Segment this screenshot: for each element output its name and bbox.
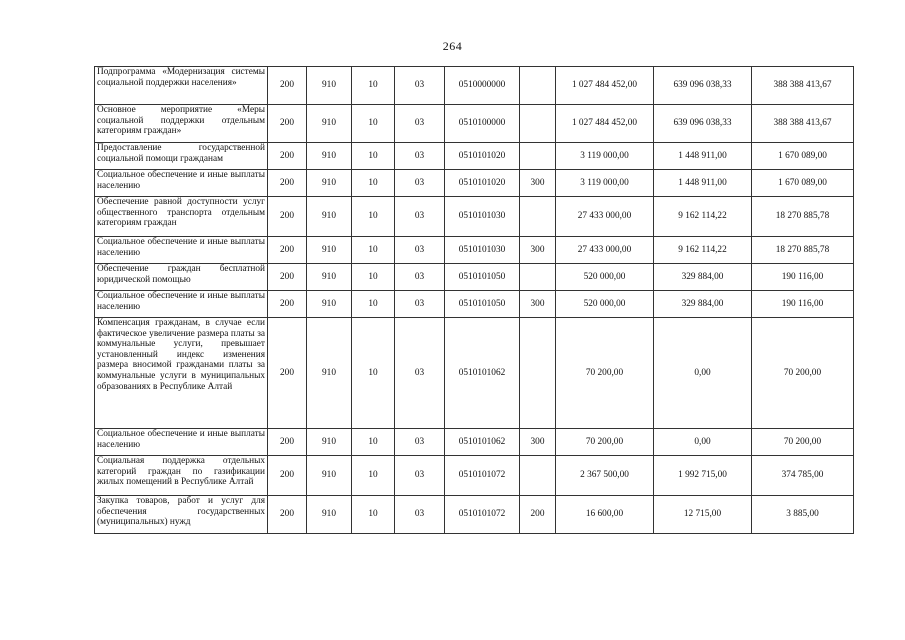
section-cell: 10 [352, 318, 395, 429]
target-code-cell: 0510101020 [445, 170, 520, 197]
target-code-cell: 0510101020 [445, 143, 520, 170]
ministry-code-cell: 910 [307, 429, 352, 456]
table-row [95, 318, 854, 429]
table-row [95, 143, 854, 170]
admin-code-cell: 200 [268, 170, 307, 197]
expense-type-cell: 300 [520, 291, 556, 318]
amount-executed-cell: 9 162 114,22 [654, 197, 752, 237]
row-name-cell: Закупка товаров, работ и услуг для обеспечения государственных (муниципальных) нужд [95, 496, 268, 534]
row-name-cell: Подпрограмма «Модернизация системы социальной поддержки населения» [95, 67, 268, 105]
target-code-cell: 0510101050 [445, 264, 520, 291]
target-code-cell: 0510101050 [445, 291, 520, 318]
ministry-code-cell: 910 [307, 264, 352, 291]
ministry-code-cell: 910 [307, 496, 352, 534]
subsection-cell: 03 [395, 170, 445, 197]
row-name-cell: Социальное обеспечение и иные выплаты населению [95, 291, 268, 318]
expense-type-cell [520, 143, 556, 170]
expense-type-cell: 300 [520, 429, 556, 456]
ministry-code-cell: 910 [307, 143, 352, 170]
expense-type-cell: 200 [520, 496, 556, 534]
row-name-cell: Обеспечение граждан бесплатной юридической помощью [95, 264, 268, 291]
section-cell: 10 [352, 143, 395, 170]
subsection-cell: 03 [395, 197, 445, 237]
table-row [95, 264, 854, 291]
amount-planned-cell: 3 119 000,00 [556, 143, 654, 170]
admin-code-cell: 200 [268, 105, 307, 143]
table-row [95, 291, 854, 318]
section-cell: 10 [352, 429, 395, 456]
admin-code-cell: 200 [268, 264, 307, 291]
row-name-cell: Обеспечение равной доступности услуг общественного транспорта отдельным категориям граждан [95, 197, 268, 237]
table-row [95, 237, 854, 264]
table-row [95, 67, 854, 105]
admin-code-cell: 200 [268, 143, 307, 170]
target-code-cell: 0510101030 [445, 197, 520, 237]
section-cell: 10 [352, 105, 395, 143]
amount-planned-cell: 1 027 484 452,00 [556, 67, 654, 105]
ministry-code-cell: 910 [307, 318, 352, 429]
amount-executed-cell: 329 884,00 [654, 291, 752, 318]
section-cell: 10 [352, 170, 395, 197]
amount-planned-cell: 3 119 000,00 [556, 170, 654, 197]
target-code-cell: 0510000000 [445, 67, 520, 105]
amount-remaining-cell: 388 388 413,67 [752, 105, 854, 143]
table-row [95, 197, 854, 237]
ministry-code-cell: 910 [307, 67, 352, 105]
expense-type-cell [520, 67, 556, 105]
row-name-cell: Предоставление государственной социальной помощи гражданам [95, 143, 268, 170]
table-row [95, 429, 854, 456]
admin-code-cell: 200 [268, 291, 307, 318]
section-cell: 10 [352, 291, 395, 318]
admin-code-cell: 200 [268, 456, 307, 496]
ministry-code-cell: 910 [307, 456, 352, 496]
ministry-code-cell: 910 [307, 170, 352, 197]
admin-code-cell: 200 [268, 496, 307, 534]
amount-executed-cell: 0,00 [654, 318, 752, 429]
budget-table [94, 66, 854, 534]
amount-executed-cell: 329 884,00 [654, 264, 752, 291]
amount-planned-cell: 1 027 484 452,00 [556, 105, 654, 143]
subsection-cell: 03 [395, 496, 445, 534]
row-name-cell: Социальное обеспечение и иные выплаты населению [95, 237, 268, 264]
admin-code-cell: 200 [268, 67, 307, 105]
section-cell: 10 [352, 456, 395, 496]
admin-code-cell: 200 [268, 237, 307, 264]
amount-remaining-cell: 1 670 089,00 [752, 143, 854, 170]
amount-remaining-cell: 1 670 089,00 [752, 170, 854, 197]
amount-planned-cell: 70 200,00 [556, 429, 654, 456]
subsection-cell: 03 [395, 264, 445, 291]
target-code-cell: 0510101030 [445, 237, 520, 264]
expense-type-cell [520, 456, 556, 496]
row-name-cell: Социальное обеспечение и иные выплаты населению [95, 429, 268, 456]
amount-remaining-cell: 70 200,00 [752, 429, 854, 456]
section-cell: 10 [352, 264, 395, 291]
amount-planned-cell: 520 000,00 [556, 264, 654, 291]
expense-type-cell: 300 [520, 237, 556, 264]
page-number: 264 [442, 39, 463, 53]
subsection-cell: 03 [395, 429, 445, 456]
section-cell: 10 [352, 237, 395, 264]
amount-executed-cell: 9 162 114,22 [654, 237, 752, 264]
expense-type-cell [520, 264, 556, 291]
table-row [95, 496, 854, 534]
ministry-code-cell: 910 [307, 105, 352, 143]
amount-planned-cell: 16 600,00 [556, 496, 654, 534]
amount-remaining-cell: 70 200,00 [752, 318, 854, 429]
amount-planned-cell: 27 433 000,00 [556, 197, 654, 237]
subsection-cell: 03 [395, 291, 445, 318]
amount-planned-cell: 520 000,00 [556, 291, 654, 318]
amount-planned-cell: 70 200,00 [556, 318, 654, 429]
subsection-cell: 03 [395, 237, 445, 264]
amount-remaining-cell: 190 116,00 [752, 291, 854, 318]
ministry-code-cell: 910 [307, 197, 352, 237]
subsection-cell: 03 [395, 105, 445, 143]
amount-remaining-cell: 18 270 885,78 [752, 197, 854, 237]
amount-executed-cell: 12 715,00 [654, 496, 752, 534]
admin-code-cell: 200 [268, 318, 307, 429]
amount-planned-cell: 27 433 000,00 [556, 237, 654, 264]
table-row [95, 105, 854, 143]
ministry-code-cell: 910 [307, 237, 352, 264]
table-row [95, 456, 854, 496]
target-code-cell: 0510101072 [445, 496, 520, 534]
expense-type-cell [520, 318, 556, 429]
amount-remaining-cell: 190 116,00 [752, 264, 854, 291]
budget-table-body [95, 67, 854, 534]
amount-executed-cell: 639 096 038,33 [654, 105, 752, 143]
amount-remaining-cell: 388 388 413,67 [752, 67, 854, 105]
amount-executed-cell: 639 096 038,33 [654, 67, 752, 105]
amount-executed-cell: 1 992 715,00 [654, 456, 752, 496]
amount-remaining-cell: 3 885,00 [752, 496, 854, 534]
ministry-code-cell: 910 [307, 291, 352, 318]
target-code-cell: 0510101062 [445, 318, 520, 429]
admin-code-cell: 200 [268, 197, 307, 237]
row-name-cell: Компенсация гражданам, в случае если фактическое увеличение размера платы за коммунальные услуги, превышает установленный индекс изменения размера вносимой гражданами платы за коммунальные услуги в муниципальных образованиях в Республике Алтай [95, 318, 268, 429]
expense-type-cell: 300 [520, 170, 556, 197]
target-code-cell: 0510101062 [445, 429, 520, 456]
expense-type-cell [520, 105, 556, 143]
row-name-cell: Социальная поддержка отдельных категорий граждан по газификации жилых помещений в Республике Алтай [95, 456, 268, 496]
amount-remaining-cell: 18 270 885,78 [752, 237, 854, 264]
table-row [95, 170, 854, 197]
subsection-cell: 03 [395, 318, 445, 429]
subsection-cell: 03 [395, 67, 445, 105]
amount-executed-cell: 0,00 [654, 429, 752, 456]
section-cell: 10 [352, 496, 395, 534]
admin-code-cell: 200 [268, 429, 307, 456]
target-code-cell: 0510100000 [445, 105, 520, 143]
row-name-cell: Социальное обеспечение и иные выплаты населению [95, 170, 268, 197]
amount-executed-cell: 1 448 911,00 [654, 170, 752, 197]
expense-type-cell [520, 197, 556, 237]
section-cell: 10 [352, 67, 395, 105]
subsection-cell: 03 [395, 143, 445, 170]
subsection-cell: 03 [395, 456, 445, 496]
amount-executed-cell: 1 448 911,00 [654, 143, 752, 170]
amount-planned-cell: 2 367 500,00 [556, 456, 654, 496]
section-cell: 10 [352, 197, 395, 237]
target-code-cell: 0510101072 [445, 456, 520, 496]
row-name-cell: Основное мероприятие «Меры социальной поддержки отдельным категориям граждан» [95, 105, 268, 143]
amount-remaining-cell: 374 785,00 [752, 456, 854, 496]
